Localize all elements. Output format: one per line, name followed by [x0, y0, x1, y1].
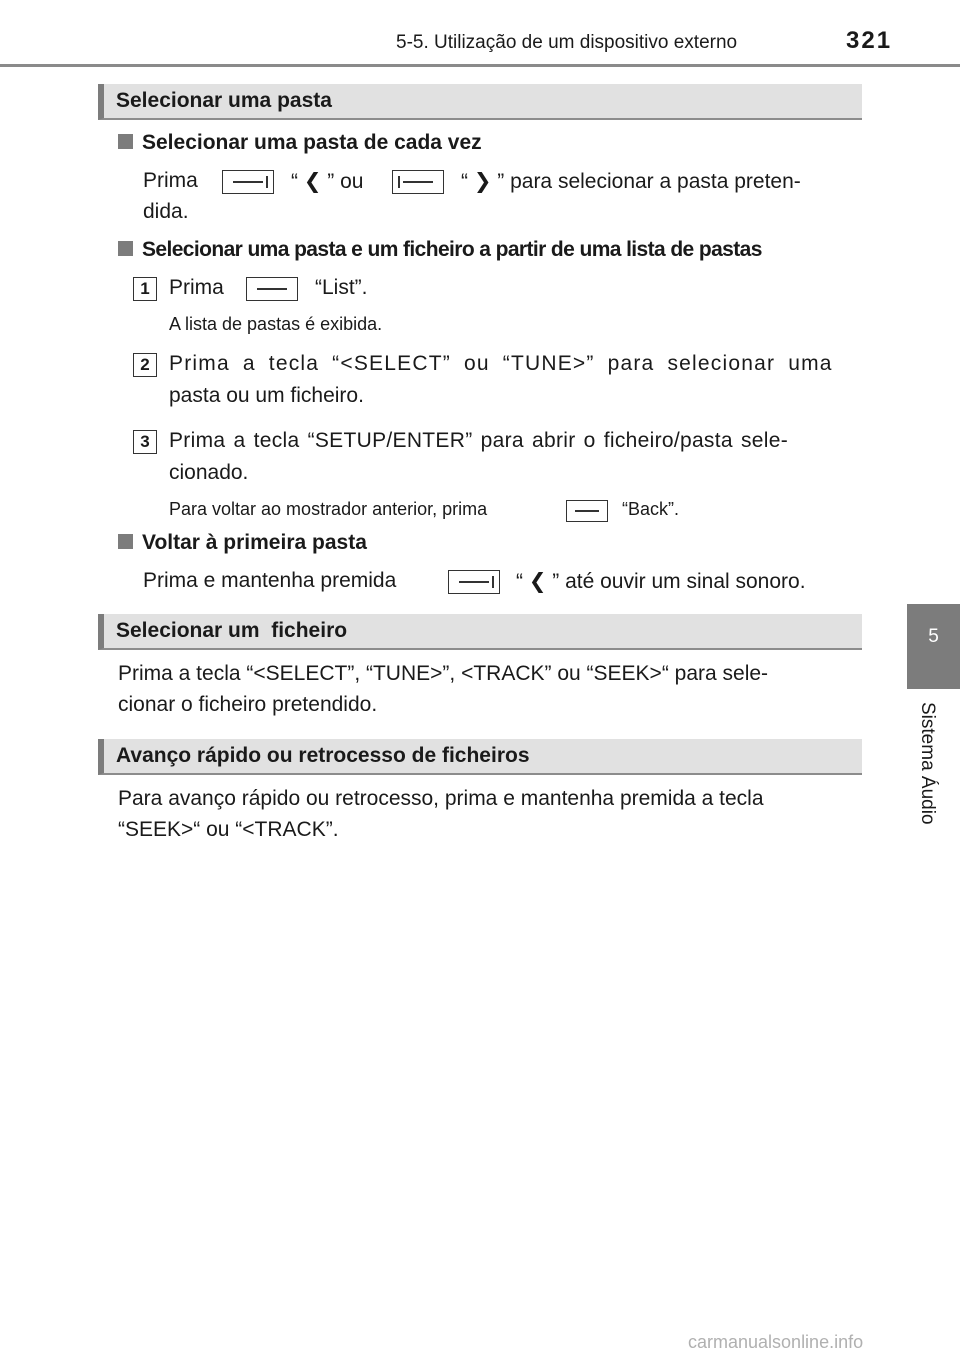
- one-at-a-time-quote2: “ ❯ ” para selecionar a pasta preten-: [461, 170, 801, 193]
- step-number-3: 3: [133, 430, 157, 454]
- chapter-title: 5-5. Utilização de um dispositivo externo: [396, 32, 738, 53]
- first-folder-suffix: “ ❮ ” até ouvir um sinal sonoro.: [516, 570, 806, 593]
- subheading-first-folder: [118, 531, 367, 555]
- list-key-icon: [246, 277, 298, 301]
- back-key-icon: [566, 500, 608, 522]
- step2-line2: pasta ou um ficheiro.: [169, 384, 364, 407]
- subheading-from-list-text: Selecionar uma pasta e um ficheiro a partir de uma lista de pastas: [142, 238, 762, 261]
- step1-prima: Prima: [169, 276, 224, 299]
- header-rule: [0, 64, 960, 67]
- subheading-first-folder-text: Voltar à primeira pasta: [142, 531, 367, 554]
- side-tab-label: Sistema Áudio: [917, 702, 938, 825]
- page-number: 321: [846, 27, 893, 54]
- watermark: carmanualsonline.info: [688, 1332, 864, 1352]
- section-title-file: Selecionar um ficheiro: [116, 619, 348, 642]
- step1-label: “List”.: [315, 276, 368, 299]
- step3-note-prefix: Para voltar ao mostrador anterior, prima: [169, 499, 488, 519]
- square-bullet-icon: [118, 241, 133, 256]
- fast-line1: Para avanço rápido ou retrocesso, prima e mantenha premida a tecla: [118, 787, 764, 810]
- folder-down-key-icon: [448, 570, 500, 594]
- step3-line2: cionado.: [169, 461, 249, 484]
- step3-line1: Prima a tecla “SETUP/ENTER” para abrir o ficheiro/pasta sele-: [169, 429, 788, 452]
- folder-up-key-icon: [392, 170, 444, 194]
- step-number-2: 2: [133, 353, 157, 377]
- square-bullet-icon: [118, 534, 133, 549]
- step3-note-suffix: “Back”.: [622, 499, 680, 519]
- step1-note: A lista de pastas é exibida.: [169, 314, 383, 334]
- folder-down-key-icon: [222, 170, 274, 194]
- subheading-one-at-a-time-text: Selecionar uma pasta de cada vez: [142, 131, 482, 154]
- one-at-a-time-quote1: “ ❮ ” ou: [291, 170, 364, 193]
- side-tab-number: 5: [928, 626, 939, 647]
- file-line2: cionar o ficheiro pretendido.: [118, 693, 378, 716]
- section-title-folder: Selecionar uma pasta: [116, 89, 332, 112]
- one-at-a-time-line2: dida.: [143, 200, 189, 223]
- fast-line2: “SEEK>“ ou “<TRACK”.: [118, 818, 339, 841]
- file-line1: Prima a tecla “<SELECT”, “TUNE>”, <TRACK” ou “SEEK>“ para sele-: [118, 662, 769, 685]
- step-number-1: 1: [133, 277, 157, 301]
- square-bullet-icon: [118, 134, 133, 149]
- step2-line1: Prima a tecla “<SELECT” ou “TUNE>” para selecionar uma: [169, 352, 833, 375]
- section-title-fast: Avanço rápido ou retrocesso de ficheiros: [116, 744, 530, 767]
- section-bar-folder: [98, 84, 862, 120]
- section-bar-fast: [98, 739, 862, 775]
- section-bar-file: [98, 614, 862, 650]
- subheading-one-at-a-time: [118, 131, 482, 155]
- subheading-from-list: [118, 238, 762, 262]
- first-folder-prefix: Prima e mantenha premida: [143, 569, 397, 592]
- one-at-a-time-prima: Prima: [143, 169, 198, 192]
